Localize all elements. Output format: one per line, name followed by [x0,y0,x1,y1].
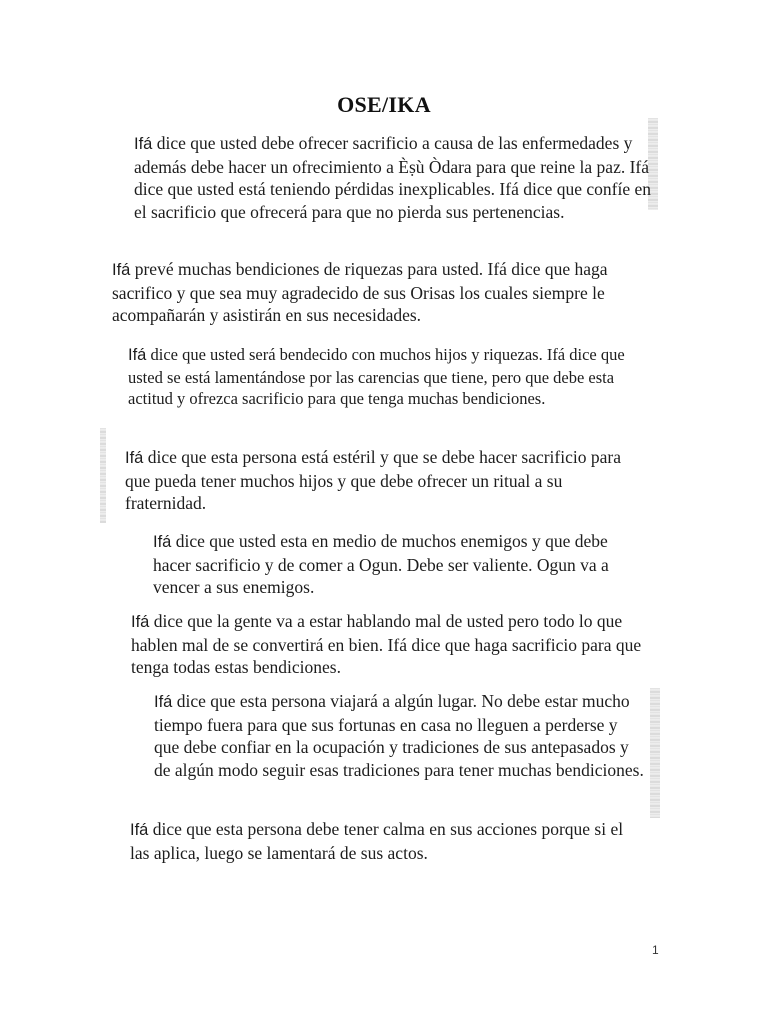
paragraph-5 [153,530,648,599]
scan-edge-left [100,428,106,523]
paragraph-lead: Ifá [153,533,172,551]
paragraph-text: prevé muchas bendiciones de riquezas para usted. Ifá dice que haga sacrifico y que sea muy agradecido de sus Orisas los cuales siempre le acompañarán y asistirán en sus necesidades. [112,259,608,325]
paragraph-lead: Ifá [112,261,131,279]
paragraph-text: dice que esta persona debe tener calma en sus acciones porque si el las aplica, luego se lamentará de sus actos. [130,819,624,863]
paragraph-text: dice que esta persona viajará a algún lugar. No debe estar mucho tiempo fuera para que sus fortunas en casa no lleguen a perderse y que debe confiar en la ocupación y tradiciones de sus antepasados y de algún modo seguir esas tradiciones para tener muchas bendiciones. [154,691,644,780]
paragraph-text: dice que usted debe ofrecer sacrificio a causa de las enfermedades y además debe hacer un ofrecimiento a Èṣù Òdara para que reine la paz. Ifá dice que usted está teniendo pérdidas inexplicables. Ifá dice que confíe en el sacrificio que ofrecerá para que no pierda sus pertenencias. [134,133,652,222]
document-title: OSE/IKA [337,92,431,117]
paragraph-text: dice que usted será bendecido con muchos hijos y riquezas. Ifá dice que usted se está lamentándose por las carencias que tiene, pero que debe esta actitud y ofrezca sacrificio para que tenga muchas bendiciones. [128,345,625,408]
paragraph-lead: Ifá [125,449,144,467]
scanned-text-area [100,118,670,873]
paragraph-text: dice que la gente va a estar hablando mal de usted pero todo lo que hablen mal de se convertirá en bien. Ifá dice que haga sacrificio para que tenga todas estas bendiciones. [131,611,642,677]
paragraph-text: dice que usted esta en medio de muchos enemigos y que debe hacer sacrificio y de comer a Ogun. Debe ser valiente. Ogun va a vencer a sus enemigos. [153,531,609,597]
paragraph-6 [131,610,666,679]
paragraph-1 [134,132,654,223]
paragraph-3 [128,344,628,410]
paragraph-4 [125,446,640,515]
paragraph-2 [112,258,657,327]
paragraph-lead: Ifá [130,821,149,839]
scan-edge-right [650,688,660,818]
paragraph-8 [130,818,645,864]
paragraph-lead: Ifá [131,613,150,631]
paragraph-lead: Ifá [128,346,147,364]
paragraph-text: dice que esta persona está estéril y que se debe hacer sacrificio para que pueda tener muchos hijos y que debe ofrecer un ritual a su fraternidad. [125,447,621,513]
paragraph-lead: Ifá [134,135,153,153]
paragraph-7 [154,690,646,781]
paragraph-lead: Ifá [154,693,173,711]
page-number: 1 [652,943,659,957]
